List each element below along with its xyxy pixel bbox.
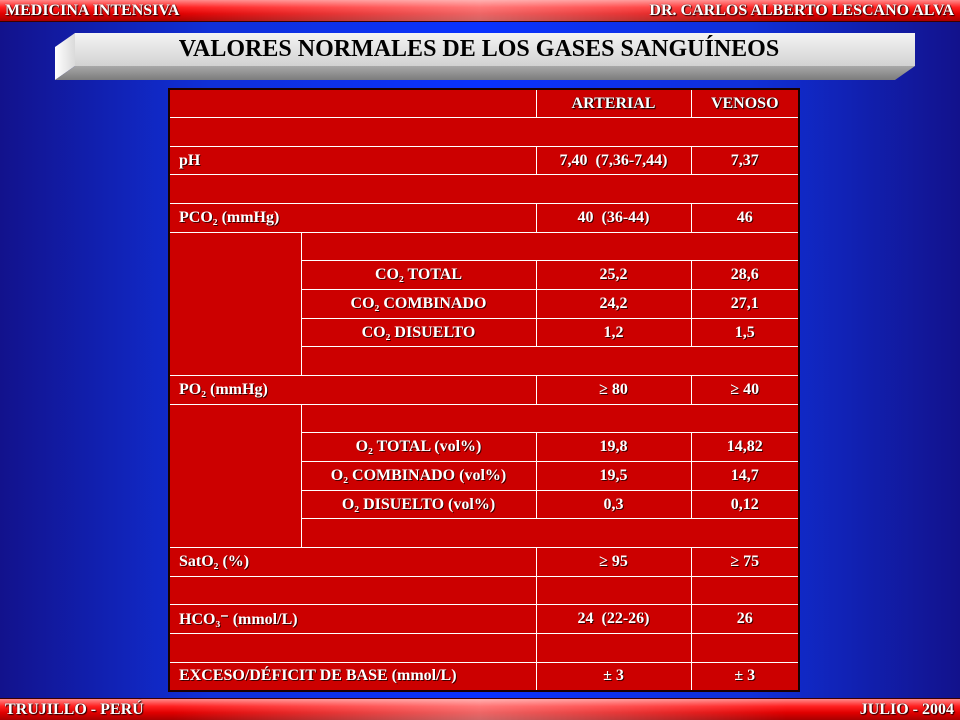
title-box-bottom-face	[55, 66, 915, 80]
parameter-row-ph	[169, 146, 799, 175]
spacer-cell	[301, 404, 799, 433]
fraction-label: CO₂ DISUELTO	[301, 318, 536, 347]
fraction-label: O₂ COMBINADO (vol%)	[301, 462, 536, 491]
spacer-cell	[691, 633, 799, 662]
parameter-row-base-excess	[169, 662, 799, 691]
arterial-value: 24,2	[536, 290, 691, 319]
fraction-label: O₂ TOTAL (vol%)	[301, 433, 536, 462]
spacer-row	[169, 118, 799, 147]
venoso-value: 27,1	[691, 290, 799, 319]
venoso-value: ± 3	[691, 662, 799, 691]
venoso-value: 7,37	[691, 146, 799, 175]
parameter-label: PCO₂ (mmHg)	[169, 204, 536, 233]
fraction-label: CO₂ TOTAL	[301, 261, 536, 290]
arterial-value: ± 3	[536, 662, 691, 691]
arterial-value: 25,2	[536, 261, 691, 290]
parameter-row-po2	[169, 376, 799, 405]
parameter-row-sato2	[169, 548, 799, 577]
spacer-cell	[301, 519, 799, 548]
arterial-value: 40 (36-44)	[536, 204, 691, 233]
parameter-label: pH	[169, 146, 536, 175]
spacer-cell	[169, 633, 536, 662]
fraction-label: CO₂ COMBINADO	[301, 290, 536, 319]
spacer-row	[169, 633, 799, 662]
author-name: DR. CARLOS ALBERTO LESCANO ALVA	[649, 2, 954, 19]
spacer-cell	[301, 347, 799, 376]
spacer-row	[169, 232, 799, 261]
arterial-value: 24 (22-26)	[536, 605, 691, 634]
fraction-label: O₂ DISUELTO (vol%)	[301, 490, 536, 519]
venoso-value: 1,5	[691, 318, 799, 347]
spacer-cell	[169, 118, 799, 147]
arterial-value: 19,5	[536, 462, 691, 491]
venoso-value: ≥ 40	[691, 376, 799, 405]
spacer-row	[169, 576, 799, 605]
parameter-row-hco3	[169, 605, 799, 634]
header-row	[169, 89, 799, 118]
header-blank-cell	[169, 89, 536, 118]
venoso-value: 26	[691, 605, 799, 634]
column-header-venoso: VENOSO	[691, 89, 799, 118]
spacer-cell	[301, 232, 799, 261]
venoso-value: 46	[691, 204, 799, 233]
spacer-cell	[536, 633, 691, 662]
venoso-value: ≥ 75	[691, 548, 799, 577]
footer-location: TRUJILLO - PERÚ	[5, 701, 144, 718]
venoso-value: 14,82	[691, 433, 799, 462]
parameter-label: HCO₃⁻ (mmol/L)	[169, 605, 536, 634]
venoso-value: 14,7	[691, 462, 799, 491]
spacer-cell	[169, 576, 536, 605]
co2-group-indent-cell	[169, 232, 301, 375]
parameter-label: EXCESO/DÉFICIT DE BASE (mmol/L)	[169, 662, 536, 691]
spacer-row	[169, 404, 799, 433]
arterial-value: 0,3	[536, 490, 691, 519]
blood-gas-values-table	[168, 88, 800, 692]
arterial-value: ≥ 95	[536, 548, 691, 577]
spacer-cell	[169, 175, 799, 204]
o2-group-indent-cell	[169, 404, 301, 547]
venoso-value: 28,6	[691, 261, 799, 290]
column-header-arterial: ARTERIAL	[536, 89, 691, 118]
arterial-value: ≥ 80	[536, 376, 691, 405]
parameter-row-pco2	[169, 204, 799, 233]
spacer-row	[169, 175, 799, 204]
spacer-cell	[536, 576, 691, 605]
course-name: MEDICINA INTENSIVA	[5, 2, 180, 19]
parameter-label: SatO₂ (%)	[169, 548, 536, 577]
venoso-value: 0,12	[691, 490, 799, 519]
parameter-label: PO₂ (mmHg)	[169, 376, 536, 405]
arterial-value: 19,8	[536, 433, 691, 462]
footer-date: JULIO - 2004	[859, 701, 954, 718]
slide-title: VALORES NORMALES DE LOS GASES SANGUÍNEOS	[178, 36, 780, 62]
arterial-value: 7,40 (7,36-7,44)	[536, 146, 691, 175]
arterial-value: 1,2	[536, 318, 691, 347]
footer-bar	[0, 698, 960, 720]
spacer-cell	[691, 576, 799, 605]
